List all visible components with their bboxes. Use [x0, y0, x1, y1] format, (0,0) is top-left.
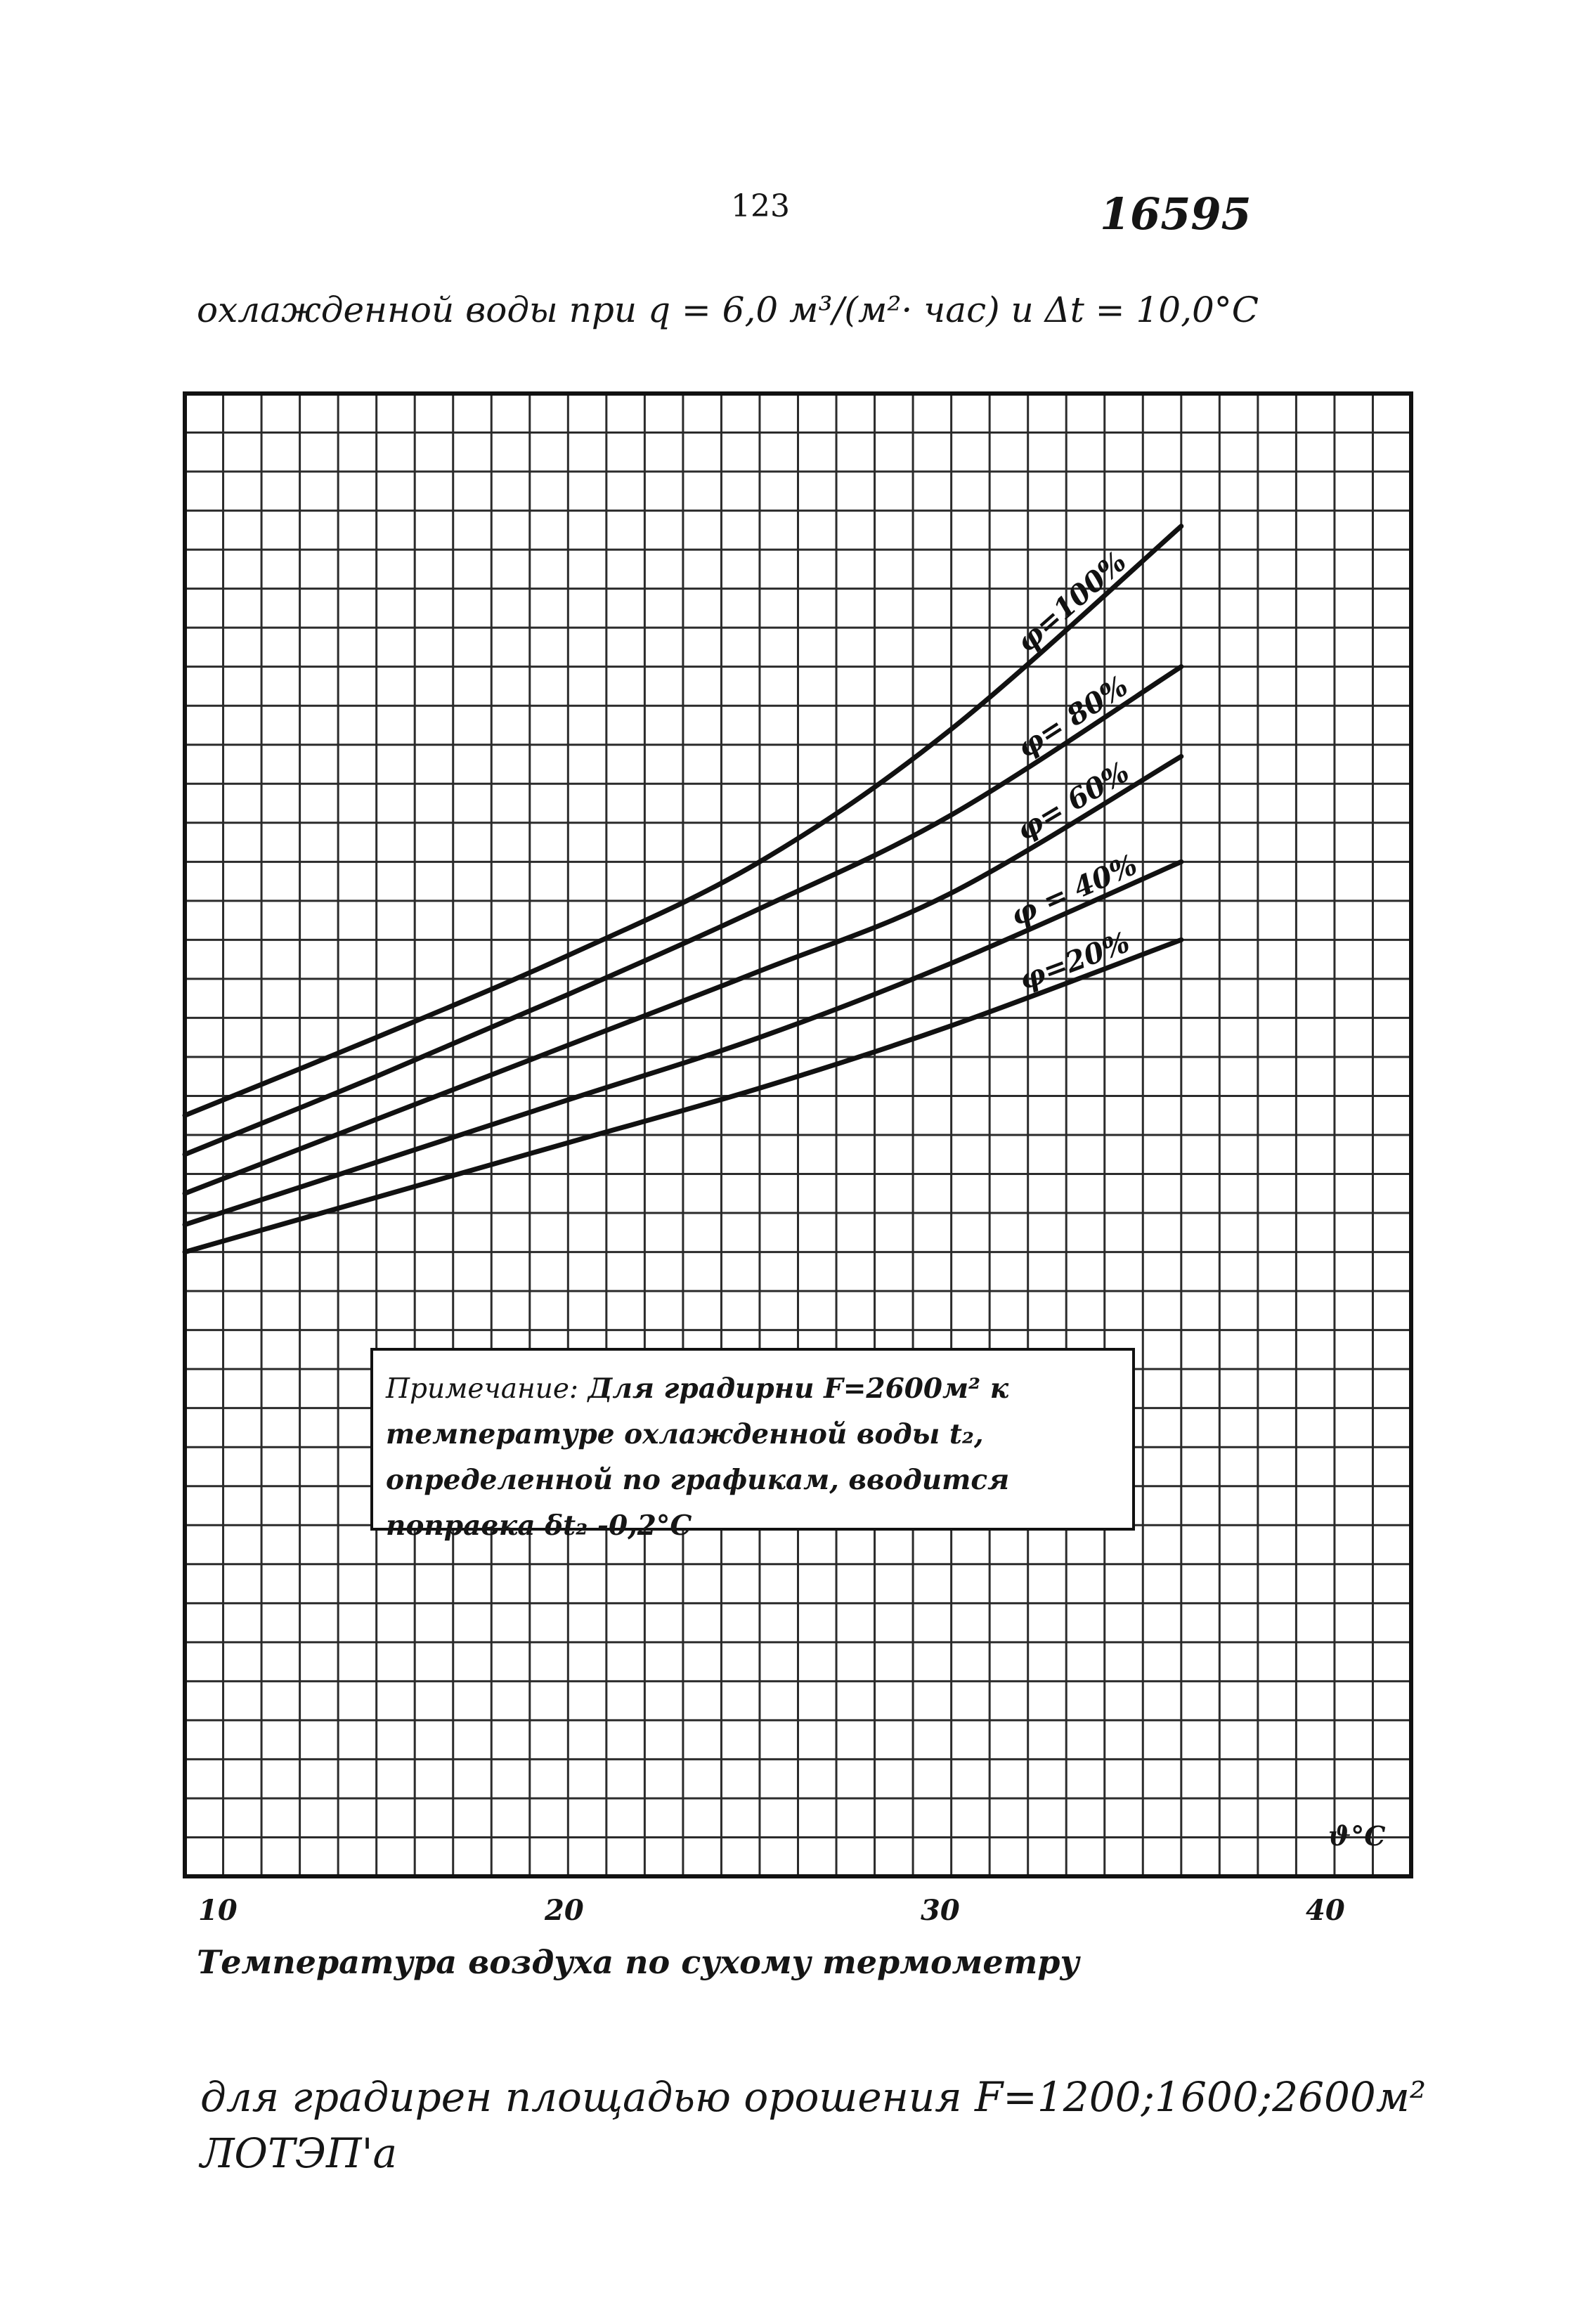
- series-label: φ= 60%: [1011, 755, 1135, 848]
- x-tick-label: 40: [1306, 1894, 1345, 1927]
- x-tick-label: 30: [921, 1894, 960, 1927]
- x-tick-label: 10: [198, 1894, 238, 1927]
- series-label: φ= 80%: [1011, 669, 1134, 765]
- note-box: [370, 1348, 1135, 1542]
- page-number: 123: [731, 188, 790, 224]
- document-number: 16595: [1100, 188, 1252, 240]
- caption-line-1: для градирен площадью орошения F=1200;1600;2600м²: [200, 2073, 1427, 2121]
- chart-grid: [185, 394, 1411, 1876]
- x-unit-label: ϑ°С: [1328, 1820, 1386, 1852]
- x-axis-label: Температура воздуха по сухому термометру: [197, 1943, 1079, 1981]
- chart-header: охлажденной воды при q = 6,0 м³/(м²· час) и Δt = 10,0°С: [197, 290, 1259, 330]
- x-tick-label: 20: [545, 1894, 584, 1927]
- caption-line-2: ЛОТЭП'а: [200, 2129, 398, 2177]
- note-label: Примечание:: [386, 1373, 579, 1405]
- note-text: Для градирни F=2600м² к температуре охлажденной воды t₂, определенной по графикам, вводится поправка δt₂ -0,2°С: [386, 1372, 1010, 1542]
- series-label: φ = 40%: [1006, 848, 1143, 933]
- series-label: φ=100%: [1010, 545, 1133, 659]
- series-label: φ=20%: [1015, 926, 1134, 997]
